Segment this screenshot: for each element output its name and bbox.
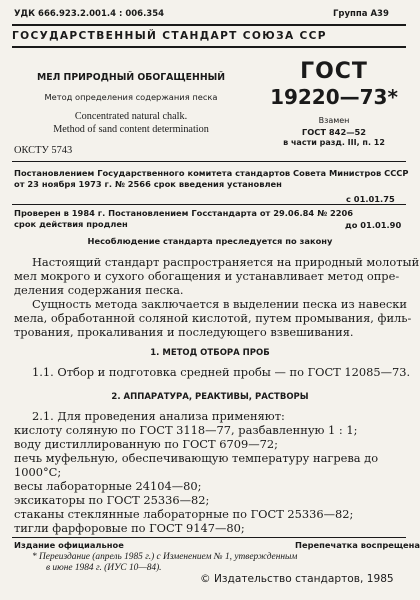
- header-rule-top: [12, 24, 406, 26]
- header-rule-bottom: [12, 46, 406, 48]
- effective-date: с 01.01.75: [346, 194, 395, 204]
- official-edition: Издание официальное: [14, 540, 124, 550]
- group-code: Группа А39: [333, 9, 389, 19]
- decree-line-2: от 23 ноября 1973 г. № 2566 срок введения установлен: [14, 179, 282, 189]
- section-2-line-3: воду дистиллированную по ГОСТ 6709—72;: [14, 437, 278, 451]
- section-2-line-2: кислоту соляную по ГОСТ 3118—77, разбавленную 1 : 1;: [14, 423, 358, 437]
- footer-divider: [12, 537, 406, 538]
- replace-label: Взамен: [318, 116, 350, 125]
- decree-line-4: срок действия продлен: [14, 219, 128, 229]
- gost-label: ГОСТ: [300, 59, 368, 84]
- title-divider: [12, 161, 406, 162]
- standard-subtitle-en: Method of sand content determination: [53, 124, 209, 135]
- okstu-code: ОКСТУ 5743: [14, 145, 73, 156]
- standard-subtitle-ru: Метод определения содержания песка: [44, 92, 218, 102]
- decree-line-1: Постановлением Государственного комитета стандартов Совета Министров СССР: [14, 168, 409, 178]
- section-1-heading: 1. МЕТОД ОТБОРА ПРОБ: [150, 348, 270, 358]
- replace-part: в части разд. III, п. 12: [283, 138, 385, 147]
- decree-divider: [12, 204, 406, 205]
- decree-line-3: Проверен в 1984 г. Постановлением Госстандарта от 29.06.84 № 2206: [14, 208, 354, 218]
- section-2-line-4: печь муфельную, обеспечивающую температуру нагрева до: [14, 451, 379, 465]
- section-2-line-8: стаканы стеклянные лабораторные по ГОСТ 25336—82;: [14, 507, 354, 521]
- standard-title-ru: МЕЛ ПРИРОДНЫЙ ОБОГАЩЕННЫЙ: [36, 72, 226, 83]
- section-2-line-1: 2.1. Для проведения анализа применяют:: [32, 409, 285, 423]
- section-1-paragraph: 1.1. Отбор и подготовка средней пробы — по ГОСТ 12085—73.: [32, 365, 411, 379]
- reissue-note-line-2: в июне 1984 г. (ИУС 10—84).: [46, 563, 162, 573]
- copyright: © Издательство стандартов, 1985: [200, 573, 394, 585]
- reprint-prohibited: Перепечатка воспрещена: [295, 540, 420, 550]
- section-2-line-9: тигли фарфоровые по ГОСТ 9147—80;: [14, 521, 245, 535]
- standard-title-en: Concentrated natural chalk.: [74, 111, 188, 122]
- section-2-line-5: 1000°С;: [14, 465, 62, 479]
- reissue-note-line-1: * Переиздание (апрель 1985 г.) с Изменением № 1, утвержденным: [32, 552, 298, 562]
- intro-p2-line3: трования, прокаливания и последующего взвешивания.: [14, 325, 354, 339]
- section-2-line-7: эксикаторы по ГОСТ 25336—82;: [14, 493, 210, 507]
- section-2-line-6: весы лабораторные 24104—80;: [14, 479, 202, 493]
- replace-gost: ГОСТ 842—52: [301, 127, 367, 137]
- intro-p1-line3: деления содержания песка.: [14, 283, 184, 297]
- udk-code: УДК 666.923.2.001.4 : 006.354: [14, 9, 165, 19]
- agency-title: ГОСУДАРСТВЕННЫЙ СТАНДАРТ СОЮЗА ССР: [12, 30, 327, 42]
- intro-p1-line1: Настоящий стандарт распространяется на природный молотый: [32, 255, 420, 269]
- section-2-heading: 2. АППАРАТУРА, РЕАКТИВЫ, РАСТВОРЫ: [111, 392, 309, 402]
- legal-notice: Несоблюдение стандарта преследуется по закону: [87, 236, 333, 246]
- intro-p2-line2: мела, обработанной соляной кислотой, путем промывания, филь-: [14, 311, 412, 325]
- intro-p1-line2: мел мокрого и сухого обогащения и устанавливает метод опре-: [14, 269, 400, 283]
- intro-p2-line1: Сущность метода заключается в выделении песка из навески: [32, 297, 407, 311]
- extended-date: до 01.01.90: [345, 220, 402, 230]
- gost-number: 19220—73*: [270, 85, 398, 109]
